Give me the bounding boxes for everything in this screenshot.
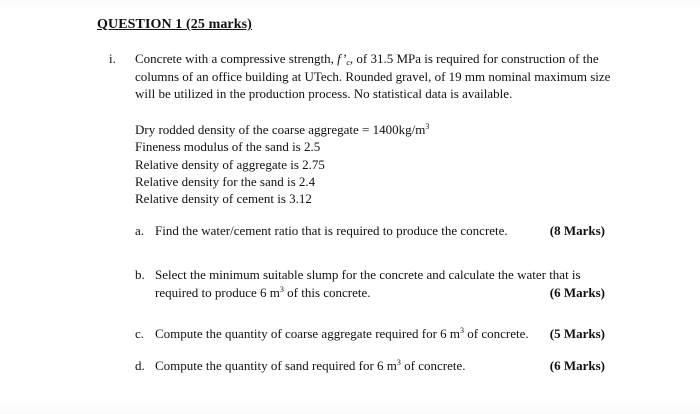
question-marks: (8 Marks) <box>549 223 605 238</box>
strength-symbol-subscript: c <box>346 58 350 67</box>
given-data-line: Dry rodded density of the coarse aggregate = $1400kg/m^3$ <box>135 122 430 137</box>
strength-symbol: f’ <box>337 51 347 66</box>
question-label: a. <box>135 223 145 238</box>
question-marks: (6 Marks) <box>549 285 605 300</box>
given-data-line: Fineness modulus of the sand is 2.5 <box>135 139 321 155</box>
given-data-line: Relative density of cement is 3.12 <box>135 191 312 207</box>
question-c <box>135 325 605 343</box>
given-data-list <box>135 121 595 207</box>
question-a <box>135 222 605 240</box>
question-marks: (5 Marks) <box>549 326 605 341</box>
question-text: Compute the quantity of sand required for 6 $m^3$ of concrete. <box>155 358 466 373</box>
question-heading: QUESTION 1 (25 marks) <box>97 17 252 32</box>
question-d <box>135 357 605 375</box>
given-data-line: Relative density for the sand is 2.4 <box>135 173 316 189</box>
intro-text-start: Concrete with a compressive strength, <box>135 51 338 66</box>
question-label: d. <box>135 358 145 373</box>
question-text: Find the water/cement ratio that is required to produce the concrete. <box>155 223 508 238</box>
intro-text-end: , of 31.5 MPa is required for construction of the columns of an office building at UTech. Rounded gravel, of 19 mm nominal maximum size will be utilized in the production process. No statistical data is available. <box>135 51 611 101</box>
given-data-line: Relative density of aggregate is 2.75 <box>135 156 325 172</box>
item-number: i. <box>109 51 116 66</box>
intro-paragraph <box>135 50 615 103</box>
question-label: c. <box>135 326 145 341</box>
question-text: Compute the quantity of coarse aggregate required for 6 $m^3$ of concrete. <box>155 326 529 341</box>
question-marks: (6 Marks) <box>549 358 605 373</box>
question-text: Select the minimum suitable slump for the concrete and calculate the water that is required to produce 6 $m^3$ of this concrete. <box>155 267 581 300</box>
question-b <box>135 266 605 302</box>
question-label: b. <box>135 267 145 282</box>
